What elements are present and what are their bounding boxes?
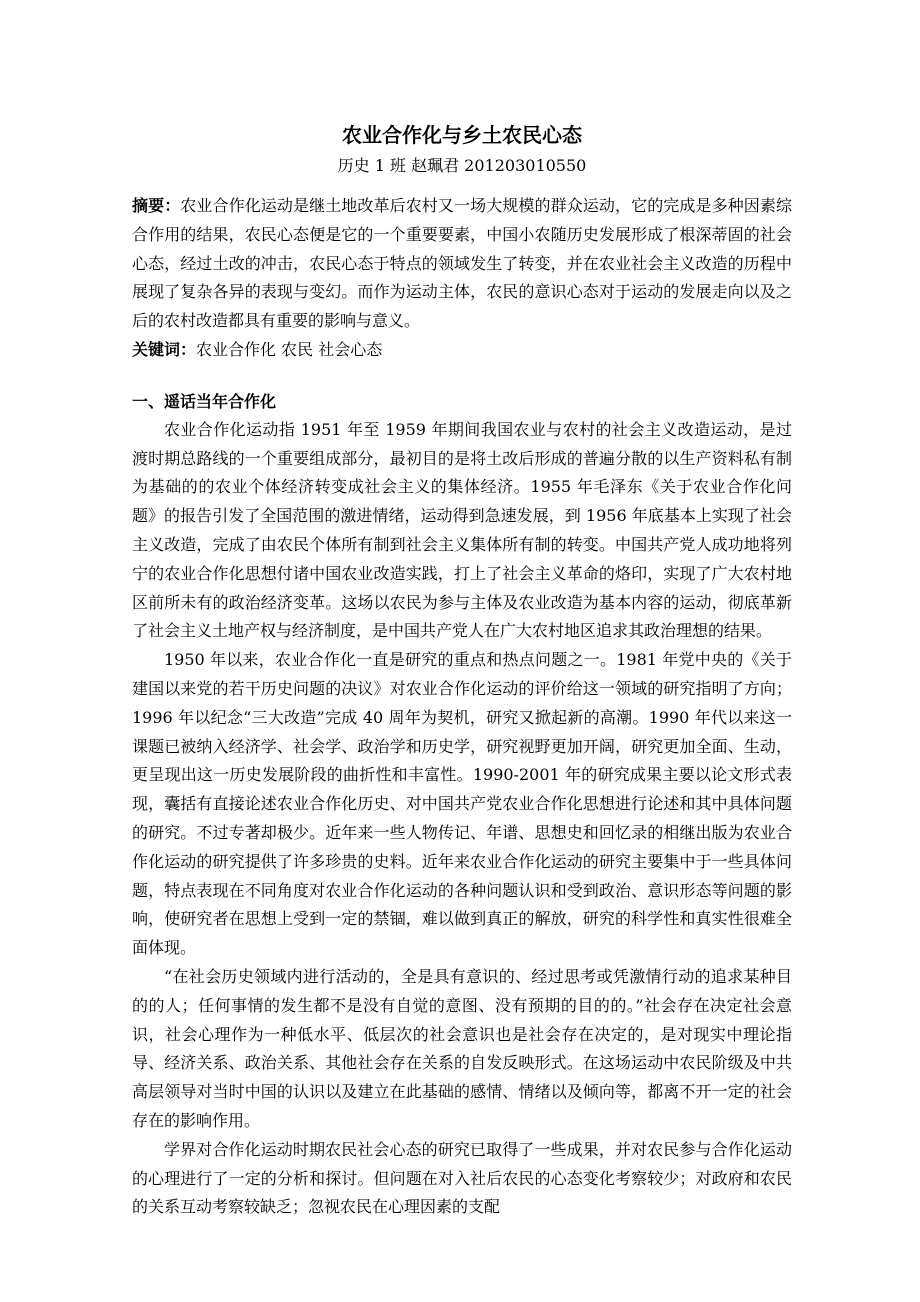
keywords-text: 农业合作化 农民 社会心态 bbox=[196, 339, 383, 359]
body-paragraph: 1950 年以来，农业合作化一直是研究的重点和热点问题之一。1981 年党中央的《关于建国以来党的若干历史问题的决议》对农业合作化运动的评价给这一领域的研究指明了方向；1996 年以纪念“三大改造”完成 40 周年为契机，研究又掀起新的高潮。1990 年代以来这一课题已被纳入经济学、社会学、政治学和历史学，研究视野更加开阔，研究更加全面、生动，更呈现出这一历史发展阶段的曲折性和丰富性。1990-2001 年的研究成果主要以论文形式表现，囊括有直接论述农业合作化历史、对中国共产党农业合作化思想进行论述和其中具体问题的研究。不过专著却极少。近年来一些人物传记、年谱、思想史和回忆录的相继出版为农业合作化运动的研究提供了许多珍贵的史料。近年来农业合作化运动的研究主要集中于一些具体问题，特点表现在不同角度对农业合作化运动的各种问题认识和受到政治、意识形态等问题的影响，使研究者在思想上受到一定的禁锢，难以做到真正的解放，研究的科学性和真实性很难全面体现。 bbox=[132, 650, 792, 958]
abstract-text: 农业合作化运动是继土地改革后农村又一场大规模的群众运动，它的完成是多种因素综合作用的结果，农民心态便是它的一个重要要素，中国小农随历史发展形成了根深蒂固的社会心态，经过土改的冲击，农民心态于特点的领域发生了转变，并在农业社会主义改造的历程中展现了复杂各异的表现与变幻。而作为运动主体，农民的意识心态对于运动的发展走向以及之后的农村改造都具有重要的影响与意义。 bbox=[132, 196, 792, 331]
abstract-label: 摘要： bbox=[132, 196, 181, 215]
document-page bbox=[132, 118, 792, 1222]
body-paragraph: “在社会历史领域内进行活动的，全是具有意识的、经过思考或凭激情行动的追求某种目的的人；任何事情的发生都不是没有自觉的意图、没有预期的目的的。”社会存在决定社会意识，社会心理作为一种低水平、低层次的社会意识也是社会存在决定的，是对现实中理论指导、经济关系、政治关系、其他社会存在关系的自发反映形式。在这场运动中农民阶级及中共高层领导对当时中国的认识以及建立在此基础的感情、情绪以及倾向等，都离不开一定的社会存在的影响作用。 bbox=[132, 966, 792, 1130]
body-paragraph: 学界对合作化运动时期农民社会心态的研究已取得了一些成果，并对农民参与合作化运动的心理进行了一定的分析和探讨。但问题在对入社后农民的心态变化考察较少；对政府和农民的关系互动考察较缺乏；忽视农民在心理因素的支配 bbox=[132, 1139, 792, 1217]
body-paragraph: 农业合作化运动指 1951 年至 1959 年期间我国农业与农村的社会主义改造运动，是过渡时期总路线的一个重要组成部分，最初目的是将土改后形成的普遍分散的以生产资料私有制为基础的的农业个体经济转变成社会主义的集体经济。1955 年毛泽东《关于农业合作化问题》的报告引发了全国范围的激进情绪，运动得到急速发展，到 1956 年底基本上实现了社会主义改造，完成了由农民个体所有制到社会主义集体所有制的转变。中国共产党人成功地将列宁的农业合作化思想付诸中国农业改造实践，打上了社会主义革命的烙印，实现了广大农村地区前所未有的政治经济变革。这场以农民为参与主体及农业改造为基本内容的运动，彻底革新了社会主义土地产权与经济制度，是中国共产党人在广大农村地区追求其政治理想的结果。 bbox=[132, 419, 792, 641]
paper-title: 农业合作化与乡土农民心态 bbox=[342, 123, 582, 147]
keywords-label: 关键词： bbox=[132, 339, 197, 359]
abstract bbox=[132, 192, 792, 336]
keywords bbox=[132, 336, 792, 365]
section-heading: 一、遥话当年合作化 bbox=[132, 391, 277, 411]
author-byline: 历史 1 班 赵珮君 201203010550 bbox=[337, 156, 587, 175]
